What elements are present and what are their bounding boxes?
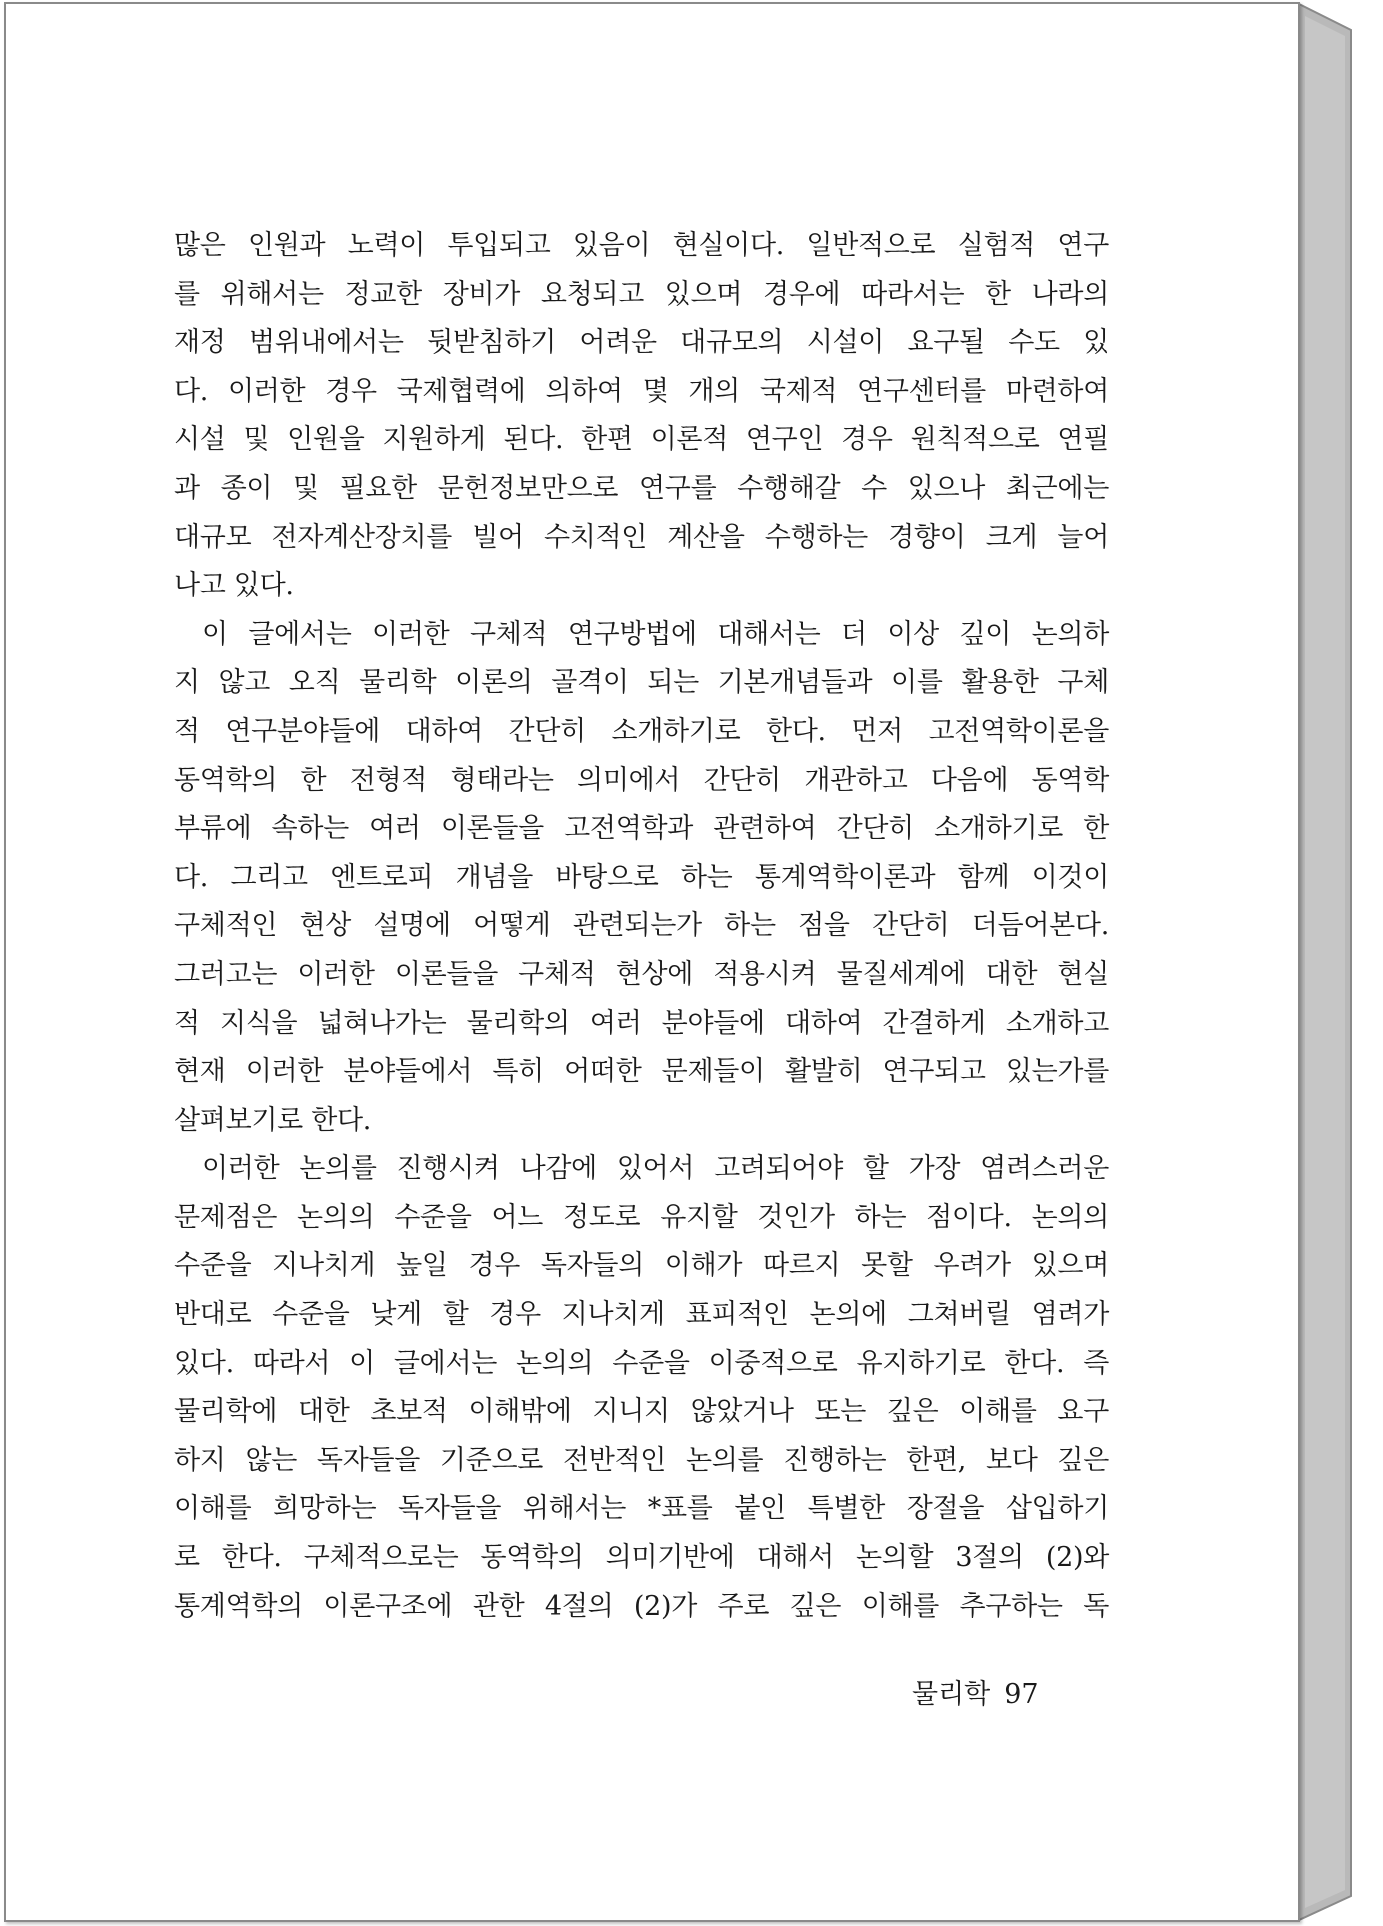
text-line: 이러한 논의를 진행시켜 나감에 있어서 고려되어야 할 가장 염려스러운	[202, 1153, 1109, 1185]
text-line: 다. 이러한 경우 국제협력에 의하여 몇 개의 국제적 연구센터를 마련하여	[174, 375, 1109, 407]
page-stack-shape	[1299, 0, 1359, 1926]
running-title: 물리학	[912, 1679, 991, 1710]
book-page-stack	[1299, 0, 1359, 1926]
text-line: 시설 및 인원을 지원하게 된다. 한편 이론적 연구인 경우 원칙적으로 연필	[174, 424, 1109, 456]
text-line: 적 지식을 넓혀나가는 물리학의 여러 분야들에 대하여 간결하게 소개하고	[174, 1007, 1109, 1039]
text-line: 동역학의 한 전형적 형태라는 의미에서 간단히 개관하고 다음에 동역학	[174, 764, 1109, 796]
text-line: 많은 인원과 노력이 투입되고 있음이 현실이다. 일반적으로 실험적 연구	[174, 230, 1109, 261]
text-line: 물리학에 대한 초보적 이해밖에 지니지 않았거나 또는 깊은 이해를 요구	[174, 1396, 1109, 1428]
text-line: 살펴보기로 한다.	[174, 1104, 372, 1136]
text-line: 그러고는 이러한 이론들을 구체적 현상에 적용시켜 물질세계에 대한 현실	[174, 958, 1109, 990]
text-line: 하지 않는 독자들을 기준으로 전반적인 논의를 진행하는 한편, 보다 깊은	[174, 1444, 1109, 1476]
text-line: 대규모 전자계산장치를 빌어 수치적인 계산을 수행하는 경향이 크게 늘어	[174, 521, 1109, 553]
text-line: 로 한다. 구체적으로는 동역학의 의미기반에 대해서 논의할 3절의 (2)와	[174, 1542, 1109, 1574]
text-line: 적 연구분야들에 대하여 간단히 소개하기로 한다. 먼저 고전역학이론을	[174, 715, 1109, 747]
page-footer	[912, 1672, 1039, 1711]
text-line: 지 않고 오직 물리학 이론의 골격이 되는 기본개념들과 이를 활용한 구체	[174, 667, 1109, 699]
text-line: 과 종이 및 필요한 문헌정보만으로 연구를 수행해갈 수 있으나 최근에는	[174, 472, 1109, 504]
text-line: 재정 범위내에서는 뒷받침하기 어려운 대규모의 시설이 요구될 수도 있	[174, 327, 1109, 359]
page-number: 97	[1004, 1679, 1039, 1710]
text-line: 를 위해서는 정교한 장비가 요청되고 있으며 경우에 따라서는 한 나라의	[174, 278, 1109, 310]
text-line: 있다. 따라서 이 글에서는 논의의 수준을 이중적으로 유지하기로 한다. 즉	[174, 1347, 1109, 1379]
text-line: 반대로 수준을 낮게 할 경우 지나치게 표피적인 논의에 그쳐버릴 염려가	[174, 1299, 1109, 1331]
text-line: 이해를 희망하는 독자들을 위해서는 *표를 붙인 특별한 장절을 삽입하기	[174, 1493, 1109, 1525]
text-line: 구체적인 현상 설명에 어떻게 관련되는가 하는 점을 간단히 더듬어본다.	[174, 910, 1109, 942]
text-line: 문제점은 논의의 수준을 어느 정도로 유지할 것인가 하는 점이다. 논의의	[174, 1201, 1109, 1233]
text-line: 나고 있다.	[174, 570, 294, 602]
page-body	[174, 222, 1109, 1631]
text-line: 수준을 지나치게 높일 경우 독자들의 이해가 따르지 못할 우려가 있으며	[174, 1250, 1109, 1282]
text-line: 현재 이러한 분야들에서 특히 어떠한 문제들이 활발히 연구되고 있는가를	[174, 1056, 1109, 1088]
text-line: 다. 그리고 엔트로피 개념을 바탕으로 하는 통계역학이론과 함께 이것이	[174, 861, 1109, 893]
text-line: 부류에 속하는 여러 이론들을 고전역학과 관련하여 간단히 소개하기로 한	[174, 813, 1109, 845]
text-line: 이 글에서는 이러한 구체적 연구방법에 대해서는 더 이상 깊이 논의하	[202, 618, 1109, 650]
document-page	[4, 2, 1300, 1922]
text-line: 통계역학의 이론구조에 관한 4절의 (2)가 주로 깊은 이해를 추구하는 독	[174, 1590, 1109, 1622]
